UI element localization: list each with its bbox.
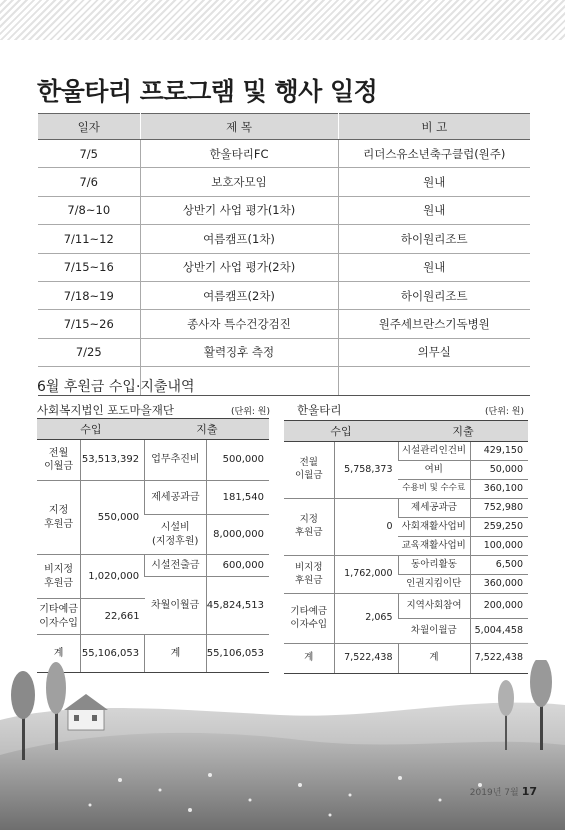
- cell-note: 하이원리조트: [338, 281, 530, 309]
- header-title: 제 목: [140, 114, 338, 140]
- finance-section-title: 6월 후원금 수입·지출내역: [37, 379, 195, 395]
- footer-date: 2019년 7월: [469, 788, 519, 798]
- income-label: 전월 이월금: [37, 440, 81, 481]
- cell-date: 7/11~12: [38, 225, 140, 253]
- total-expense: 7,522,438: [470, 644, 528, 674]
- expense-label: 제세공과금: [398, 499, 470, 518]
- schedule-table: [38, 113, 530, 396]
- table-row: [37, 481, 269, 515]
- expense-label: 시설비 (지정후원): [145, 515, 207, 555]
- expense-label: 차월이월금: [145, 577, 207, 635]
- header-note: 비 고: [338, 114, 530, 140]
- expense-value: 600,000: [206, 555, 269, 577]
- left-unit-label: (단위: 원): [231, 407, 270, 417]
- expense-label: 교육재활사업비: [398, 537, 470, 556]
- finance-header-row: [284, 421, 528, 442]
- header-date: 일자: [38, 114, 140, 140]
- expense-label: 여비: [398, 461, 470, 480]
- finance-table-hanultari: [284, 420, 528, 674]
- table-row: [37, 555, 269, 577]
- expense-value: 200,000: [470, 594, 528, 619]
- expense-label: 지역사회참여: [398, 594, 470, 619]
- page-number: 17: [521, 785, 537, 798]
- cell-title: 종사자 특수건강검진: [140, 310, 338, 338]
- cell-date: 7/15~26: [38, 310, 140, 338]
- finance-table-foundation: [37, 418, 269, 673]
- cell-title: 보호자모임: [140, 168, 338, 196]
- total-expense: 55,106,053: [206, 635, 269, 673]
- income-label: 지정 후원금: [284, 499, 334, 556]
- income-value: 550,000: [81, 481, 145, 555]
- income-label: 기타예금 이자수입: [284, 594, 334, 644]
- cell-note: 하이원리조트: [338, 225, 530, 253]
- expense-value: 259,250: [470, 518, 528, 537]
- cell-title: 활력징후 측정: [140, 338, 338, 366]
- expense-label: 제세공과금: [145, 481, 207, 515]
- income-label: 비지정 후원금: [284, 556, 334, 594]
- header-income: 수입: [37, 419, 145, 440]
- table-row: [38, 196, 530, 224]
- cell-title: 상반기 사업 평가(2차): [140, 253, 338, 281]
- cell-note: 의무실: [338, 338, 530, 366]
- cell-date: 7/5: [38, 140, 140, 168]
- header-income: 수입: [284, 421, 398, 442]
- income-label: 기타예금 이자수입: [37, 599, 81, 635]
- expense-value: 45,824,513: [206, 577, 269, 635]
- cell-note: 원내: [338, 168, 530, 196]
- expense-label: 업무추진비: [145, 440, 207, 481]
- table-row: [284, 556, 528, 575]
- schedule-header-row: [38, 114, 530, 140]
- cell-date: 7/8~10: [38, 196, 140, 224]
- table-row: [284, 442, 528, 461]
- expense-label: 차월이월금: [398, 619, 470, 644]
- income-label: 지정 후원금: [37, 481, 81, 555]
- expense-label: 시설전출금: [145, 555, 207, 577]
- income-value: 2,065: [334, 594, 398, 644]
- cell-title: 한울타리FC: [140, 140, 338, 168]
- table-row: [38, 310, 530, 338]
- total-income: 7,522,438: [334, 644, 398, 674]
- table-row: [37, 440, 269, 481]
- cell-note: 원내: [338, 196, 530, 224]
- income-value: 1,762,000: [334, 556, 398, 594]
- expense-value: 181,540: [206, 481, 269, 515]
- table-row: [38, 168, 530, 196]
- cell-date: 7/6: [38, 168, 140, 196]
- income-value: 53,513,392: [81, 440, 145, 481]
- expense-label: 동아리활동: [398, 556, 470, 575]
- cell-date: 7/15~16: [38, 253, 140, 281]
- right-unit-label: (단위: 원): [485, 407, 524, 417]
- expense-value: 8,000,000: [206, 515, 269, 555]
- house-icon: [64, 694, 108, 730]
- income-label: 전월 이월금: [284, 442, 334, 499]
- finance-header-row: [37, 419, 269, 440]
- cell-date: 7/18~19: [38, 281, 140, 309]
- table-row: [38, 140, 530, 168]
- header-expense: 지출: [145, 419, 269, 440]
- expense-value: 752,980: [470, 499, 528, 518]
- cell-note: [338, 367, 530, 395]
- income-label: 비지정 후원금: [37, 555, 81, 599]
- expense-value: 100,000: [470, 537, 528, 556]
- cell-note: 원내: [338, 253, 530, 281]
- header-expense: 지출: [398, 421, 528, 442]
- page-title: 한울타리 프로그램 및 행사 일정: [37, 77, 378, 106]
- expense-label: 사회재활사업비: [398, 518, 470, 537]
- top-pattern-band: [0, 0, 565, 40]
- income-value: 5,758,373: [334, 442, 398, 499]
- expense-value: 50,000: [470, 461, 528, 480]
- expense-label: 시설관리인건비: [398, 442, 470, 461]
- expense-label: 인권지킴이단: [398, 575, 470, 594]
- table-row: [38, 338, 530, 366]
- total-label: 계: [37, 635, 81, 673]
- expense-value: 500,000: [206, 440, 269, 481]
- income-value: 22,661: [81, 599, 145, 635]
- table-row: [38, 253, 530, 281]
- table-row: [284, 499, 528, 518]
- table-row: [284, 594, 528, 619]
- expense-value: 5,004,458: [470, 619, 528, 644]
- expense-value: 429,150: [470, 442, 528, 461]
- cell-date: 7/25: [38, 338, 140, 366]
- cell-title: 여름캠프(2차): [140, 281, 338, 309]
- total-expense-label: 계: [145, 635, 207, 673]
- income-value: 0: [334, 499, 398, 556]
- expense-value: 360,000: [470, 575, 528, 594]
- page-footer: [470, 785, 537, 798]
- expense-label: 수용비 및 수수료: [398, 480, 470, 499]
- income-value: 1,020,000: [81, 555, 145, 599]
- total-expense-label: 계: [398, 644, 470, 674]
- table-row: [38, 225, 530, 253]
- table-row: [38, 281, 530, 309]
- cell-title: 상반기 사업 평가(1차): [140, 196, 338, 224]
- landscape-illustration: [0, 660, 565, 830]
- expense-value: 360,100: [470, 480, 528, 499]
- cell-note: 원주세브란스기독병원: [338, 310, 530, 338]
- total-label: 계: [284, 644, 334, 674]
- cell-title: 여름캠프(1차): [140, 225, 338, 253]
- expense-value: 6,500: [470, 556, 528, 575]
- left-org-name: 사회복지법인 포도마을재단: [37, 403, 174, 417]
- right-org-name: 한울타리: [297, 403, 342, 417]
- total-income: 55,106,053: [81, 635, 145, 673]
- cell-note: 리더스유소년축구클럽(원주): [338, 140, 530, 168]
